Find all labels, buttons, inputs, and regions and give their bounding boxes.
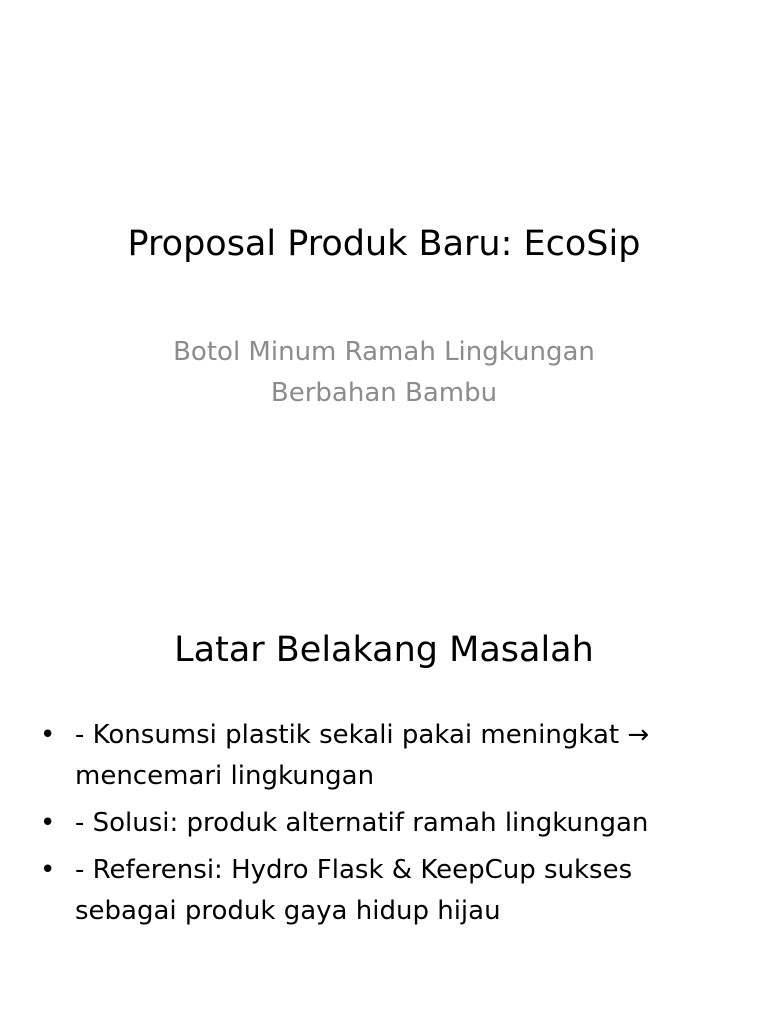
bullet-text: - Konsumsi plastik sekali pakai meningkat → mencemari lingkungan: [75, 720, 650, 791]
bullet-list: [40, 715, 730, 938]
bullet-item: [40, 715, 730, 797]
subtitle-line: Botol Minum Ramah Lingkungan: [173, 337, 595, 367]
slide-background: [0, 512, 768, 1024]
subtitle-line: Berbahan Bambu: [270, 378, 498, 408]
slide-heading: Latar Belakang Masalah: [174, 630, 594, 670]
slide-subtitle: [120, 332, 648, 414]
bullet-text: - Solusi: produk alternatif ramah lingkungan: [75, 808, 649, 838]
bullet-icon: •: [40, 808, 56, 838]
bullet-icon: •: [40, 720, 56, 750]
slide-title-heading: Proposal Produk Baru: EcoSip: [127, 224, 641, 264]
bullet-text: - Referensi: Hydro Flask & KeepCup sukses sebagai produk gaya hidup hijau: [75, 855, 633, 926]
bullet-icon: •: [40, 855, 56, 885]
bullet-item: [40, 850, 730, 932]
bullet-item: [40, 803, 730, 844]
